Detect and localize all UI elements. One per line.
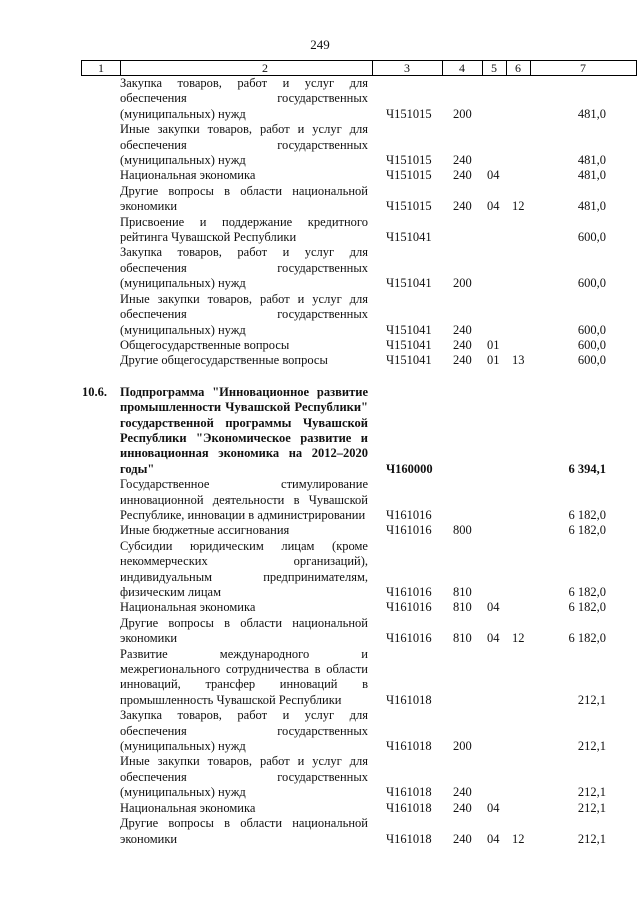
row-amount: 600,0 [577,322,606,337]
row-code: Ч151015 [386,153,432,168]
table-row [0,616,640,647]
row-code: Ч151015 [386,199,432,214]
row-amount: 481,0 [577,168,606,183]
row-section: 04 [487,831,500,846]
row-code: Ч151041 [386,322,432,337]
column-header: 2 [262,61,268,75]
row-name: Национальная экономика [120,600,256,615]
row-subsection: 12 [512,199,525,214]
row-name: Национальная экономика [120,800,256,815]
row-amount: 6 182,0 [568,600,606,615]
row-code: Ч151041 [386,230,432,245]
row-section: 04 [487,600,500,615]
table-row [0,477,640,523]
row-code: Ч161016 [386,585,432,599]
row-name: Субсидии юридическим лицам (кроме некоммерческих организаций), индивидуальным предпринимателям, физическим лицам [120,538,368,599]
column-header: 7 [580,61,586,75]
row-amount: 6 394,1 [568,461,606,476]
row-name: Закупка товаров, работ и услуг для обеспечения государственных (муниципальных) нужд [120,245,368,291]
row-code: Ч161016 [386,631,432,646]
row-section: 04 [487,800,500,815]
column-header: 6 [515,61,521,75]
row-expense-type: 800 [453,523,472,538]
row-expense-type: 240 [453,353,472,368]
row-amount: 600,0 [577,276,606,291]
column-header: 3 [404,61,410,75]
row-code: Ч160000 [386,461,433,476]
page-number: 249 [310,37,330,52]
table-row [0,338,640,353]
row-amount: 212,1 [577,831,606,846]
table-row [0,215,640,246]
table-row [0,816,640,847]
table-row [0,184,640,215]
column-header: 5 [491,61,497,75]
row-name: Иные закупки товаров, работ и услуг для обеспечения государственных (муниципальных) нужд [120,291,368,337]
row-name: Подпрограмма "Инновационное развитие промышленности Чувашской Республики" государственной программы Чувашской Республики "Экономическое развитие и инновационная экономика на 2012–2020 годы" [120,384,368,476]
row-section: 04 [487,199,500,214]
row-name: Общегосударственные вопросы [120,337,290,352]
row-name: Другие вопросы в области национальной экономики [120,183,368,214]
row-section: 01 [487,353,500,368]
row-amount: 600,0 [577,337,606,352]
row-expense-type: 240 [453,322,472,337]
row-code: Ч161016 [386,600,432,615]
row-name: Закупка товаров, работ и услуг для обеспечения государственных (муниципальных) нужд [120,708,368,754]
row-name: Закупка товаров, работ и услуг для обеспечения государственных (муниципальных) нужд [120,76,368,121]
column-header: 4 [459,61,465,75]
row-expense-type: 240 [453,800,472,815]
row-expense-type: 200 [453,276,472,291]
row-expense-type: 200 [453,739,472,754]
row-expense-type: 240 [453,199,472,214]
row-code: Ч161018 [386,800,432,815]
row-code: Ч161018 [386,831,432,846]
row-expense-type: 240 [453,831,472,846]
row-amount: 481,0 [577,153,606,168]
row-subsection: 12 [512,631,525,646]
row-name: Государственное стимулирование инновационной деятельности в Чувашской Республике, инновации в администрировании [120,477,368,522]
row-amount: 212,1 [577,692,606,707]
table-row [0,754,640,800]
row-expense-type: 240 [453,785,472,800]
table-body [0,76,640,847]
row-amount: 212,1 [577,785,606,800]
table-row [0,353,640,368]
row-amount: 212,1 [577,800,606,815]
row-section: 01 [487,337,500,352]
table-row [0,385,640,477]
row-code: Ч151041 [386,276,432,291]
table-row [0,647,640,709]
row-amount: 481,0 [577,199,606,214]
row-expense-type: 810 [453,631,472,646]
row-section: 04 [487,631,500,646]
row-code: Ч161018 [386,739,432,754]
row-name: Иные бюджетные ассигнования [120,523,290,538]
row-expense-type: 810 [453,600,472,615]
row-code: Ч161016 [386,507,432,522]
row-subsection: 12 [512,831,525,846]
row-amount: 6 182,0 [568,523,606,538]
row-amount: 212,1 [577,739,606,754]
table-row [0,600,640,615]
table-row [0,168,640,183]
row-expense-type: 240 [453,153,472,168]
table-row [0,292,640,338]
row-number: 10.6. [82,384,107,399]
table-row [0,122,640,168]
row-name: Другие вопросы в области национальной экономики [120,816,368,846]
row-name: Развитие международного и межрегионального сотрудничества в области инноваций, трансфер инноваций в промышленность Чувашской Республики [120,646,368,707]
table-row [0,708,640,754]
row-name: Иные закупки товаров, работ и услуг для обеспечения государственных (муниципальных) нужд [120,122,368,168]
row-amount: 6 182,0 [568,507,606,522]
row-section: 04 [487,168,500,183]
row-expense-type: 200 [453,106,472,121]
column-header: 1 [98,61,104,75]
row-name: Национальная экономика [120,168,256,183]
row-amount: 481,0 [577,106,606,121]
row-expense-type: 240 [453,337,472,352]
table-row [0,523,640,538]
row-name: Присвоение и поддержание кредитного рейтинга Чувашской Республики [120,214,368,245]
table-row [0,76,640,122]
row-code: Ч151041 [386,337,432,352]
row-code: Ч161016 [386,523,432,538]
row-code: Ч161018 [386,785,432,800]
table-row [0,539,640,601]
table-row [0,245,640,291]
table-header [81,60,637,76]
row-name: Иные закупки товаров, работ и услуг для обеспечения государственных (муниципальных) нужд [120,754,368,800]
row-code: Ч161018 [386,692,432,707]
row-name: Другие вопросы в области национальной экономики [120,615,368,646]
row-expense-type: 810 [453,585,472,599]
row-amount: 6 182,0 [568,631,606,646]
table-row [0,801,640,816]
row-expense-type: 240 [453,168,472,183]
row-amount: 600,0 [577,230,606,245]
row-code: Ч151041 [386,353,432,368]
row-code: Ч151015 [386,168,432,183]
row-amount: 600,0 [577,353,606,368]
row-spacer [0,369,640,385]
row-name: Другие общегосударственные вопросы [120,353,328,368]
row-amount: 6 182,0 [568,585,606,599]
row-code: Ч151015 [386,106,432,121]
row-subsection: 13 [512,353,525,368]
